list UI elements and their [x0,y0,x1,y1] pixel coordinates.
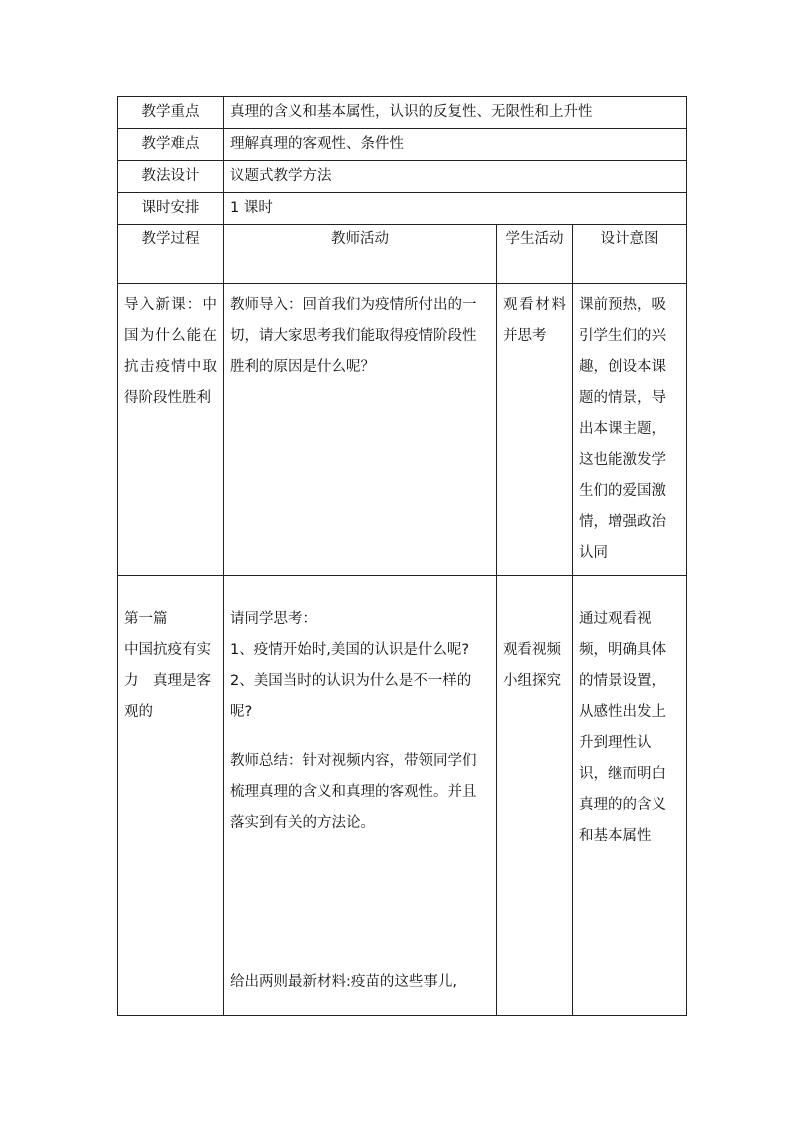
header-process: 教学过程 [118,225,224,284]
section-title: 第一篇 [124,611,168,627]
info-value: 理解真理的客观性、条件性 [224,129,687,161]
info-row-method [118,161,687,193]
student-activity-cell [497,576,573,1016]
info-label: 教学重点 [118,97,224,129]
section-subtitle: 中国抗疫有实力 真理是客观的 [124,642,211,720]
design-intent-text: 通过观看视频，明确具体的情景设置，从感性出发上升到理性认识，继而明白真理的的含义和基本属性 [579,611,666,844]
teacher-question-2: 2、美国当时的认识为什么是不一样的呢? [230,673,472,720]
process-cell: 导入新课：中国为什么能在抗击疫情中取得阶段性胜利 [118,284,224,576]
teacher-activity-cell: 教师导入：回首我们为疫情所付出的一切，请大家思考我们能取得疫情阶段性胜利的原因是什么呢？ [224,284,497,576]
teacher-material: 给出两则最新材料:疫苗的这些事儿, [230,974,457,990]
header-student-activity: 学生活动 [497,225,573,284]
info-row-schedule [118,193,687,225]
info-label: 教学难点 [118,129,224,161]
info-value: 1 课时 [224,193,687,225]
column-header-row [118,225,687,284]
info-value: 议题式教学方法 [224,161,687,193]
design-intent-cell [573,576,687,1016]
info-row-difficulties [118,129,687,161]
teacher-summary: 教师总结：针对视频内容，带领同学们梳理真理的含义和真理的客观性。并且落实到有关的方法论。 [230,753,477,831]
student-activity-text: 观看视频小组探究 [503,642,561,689]
header-design-intent: 设计意图 [573,225,687,284]
info-value: 真理的含义和基本属性，认识的反复性、无限性和上升性 [224,97,687,129]
info-label: 教法设计 [118,161,224,193]
design-intent-cell: 课前预热，吸引学生们的兴趣，创设本课题的情景，导出本课主题，这也能激发学生们的爱国激情，增强政治认同 [573,284,687,576]
teacher-question-1: 1、疫情开始时,美国的认识是什么呢? [230,642,470,658]
info-row-key-points [118,97,687,129]
info-label: 课时安排 [118,193,224,225]
table-row [118,576,687,1016]
lesson-plan-table [117,96,687,1016]
table-row [118,284,687,576]
teacher-activity-cell [224,576,497,1016]
teacher-prompt: 请同学思考： [230,611,317,627]
student-activity-cell: 观看材料并思考 [497,284,573,576]
process-cell [118,576,224,1016]
header-teacher-activity: 教师活动 [224,225,497,284]
